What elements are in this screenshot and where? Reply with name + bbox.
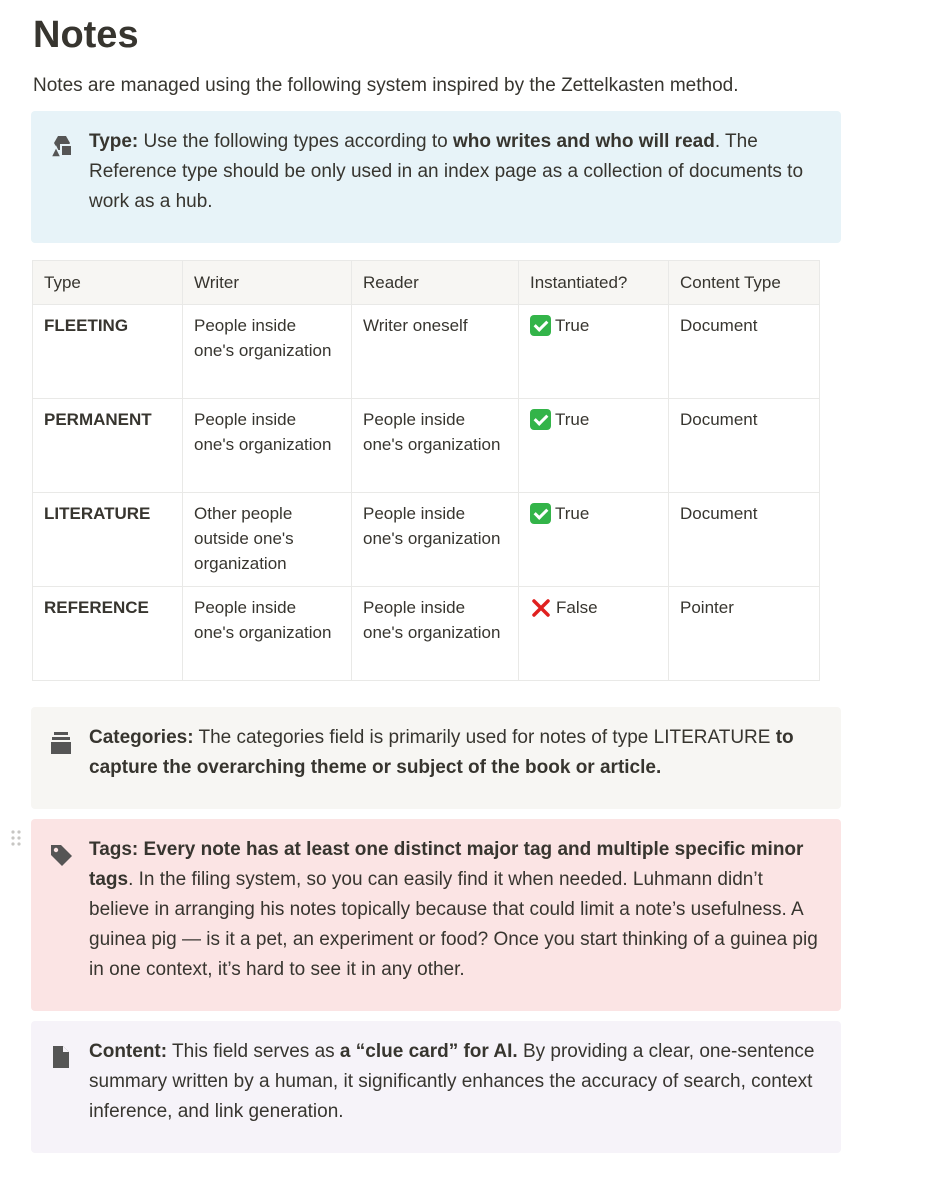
check-icon [530, 315, 551, 336]
cell-instantiated [519, 305, 669, 399]
cell-type: LITERATURE [33, 493, 183, 587]
header-reader: Reader [352, 261, 519, 305]
instantiated-value: True [555, 504, 590, 523]
header-writer: Writer [183, 261, 352, 305]
table-row [33, 305, 820, 399]
cell-writer: People inside one's organization [183, 399, 352, 493]
note-types-table [32, 260, 820, 681]
instantiated-value: True [555, 410, 590, 429]
table-row [33, 399, 820, 493]
cross-icon [530, 597, 552, 619]
type-callout-text2: . The Reference type should be only used in an index page as a collection of documents to work as a hub. [89, 131, 804, 212]
cell-content-type: Document [669, 305, 820, 399]
categories-callout-text1: The categories field is primarily used for notes of type LITERATURE [193, 727, 776, 748]
instantiated-value: False [556, 598, 598, 617]
cell-writer: Other people outside one's organization [183, 493, 352, 587]
type-callout [31, 111, 841, 243]
type-callout-label: Type: [89, 131, 139, 152]
cell-reader: People inside one's organization [352, 493, 519, 587]
table-header-row [33, 261, 820, 305]
content-callout-text2: By providing a clear, one-sentence summary written by a human, it significantly enhances the accuracy of search, context inference, and link generation. [89, 1041, 815, 1122]
document-icon [49, 1045, 75, 1071]
tag-icon [49, 843, 75, 869]
tags-callout-text1: . In the filing system, so you can easily find it when needed. Luhmann didn’t believe in arranging his notes topically because that could limit a note’s usefulness. A guinea pig — is it a pet, an experiment or food? Once you start thinking of a guinea pig in one context, it’s hard to see it in any other. [89, 869, 818, 980]
table-row [33, 493, 820, 587]
type-callout-bold: who writes and who will read [453, 131, 715, 152]
header-content-type: Content Type [669, 261, 820, 305]
content-callout-text1: This field serves as [167, 1041, 340, 1062]
cell-content-type: Document [669, 399, 820, 493]
shapes-icon [49, 133, 75, 159]
cell-writer: People inside one's organization [183, 305, 352, 399]
check-icon [530, 409, 551, 430]
cell-instantiated [519, 493, 669, 587]
categories-callout-bold: to capture the overarching theme or subject of the book or article. [89, 727, 794, 778]
instantiated-value: True [555, 316, 590, 335]
content-callout-label: Content: [89, 1041, 168, 1062]
check-icon [530, 503, 551, 524]
tags-callout-label: Tags: Every note has at least one distinct major tag and multiple specific minor tags [89, 839, 804, 890]
cell-instantiated [519, 399, 669, 493]
header-instantiated: Instantiated? [519, 261, 669, 305]
table-row [33, 587, 820, 681]
cell-instantiated [519, 587, 669, 681]
header-type: Type [33, 261, 183, 305]
cell-reader: People inside one's organization [352, 587, 519, 681]
categories-callout-label: Categories: [89, 727, 194, 748]
cell-type: REFERENCE [33, 587, 183, 681]
archive-icon [49, 731, 75, 757]
tags-callout [31, 819, 841, 1011]
cell-type: PERMANENT [33, 399, 183, 493]
categories-callout [31, 707, 841, 809]
cell-writer: People inside one's organization [183, 587, 352, 681]
cell-reader: Writer oneself [352, 305, 519, 399]
page-title: Notes [33, 14, 139, 56]
content-callout [31, 1021, 841, 1153]
page-intro: Notes are managed using the following system inspired by the Zettelkasten method. [33, 75, 739, 96]
drag-handle-icon[interactable] [11, 829, 21, 847]
cell-content-type: Document [669, 493, 820, 587]
cell-reader: People inside one's organization [352, 399, 519, 493]
type-callout-text1: Use the following types according to [138, 131, 453, 152]
cell-content-type: Pointer [669, 587, 820, 681]
cell-type: FLEETING [33, 305, 183, 399]
content-callout-bold: a “clue card” for AI. [339, 1041, 518, 1062]
